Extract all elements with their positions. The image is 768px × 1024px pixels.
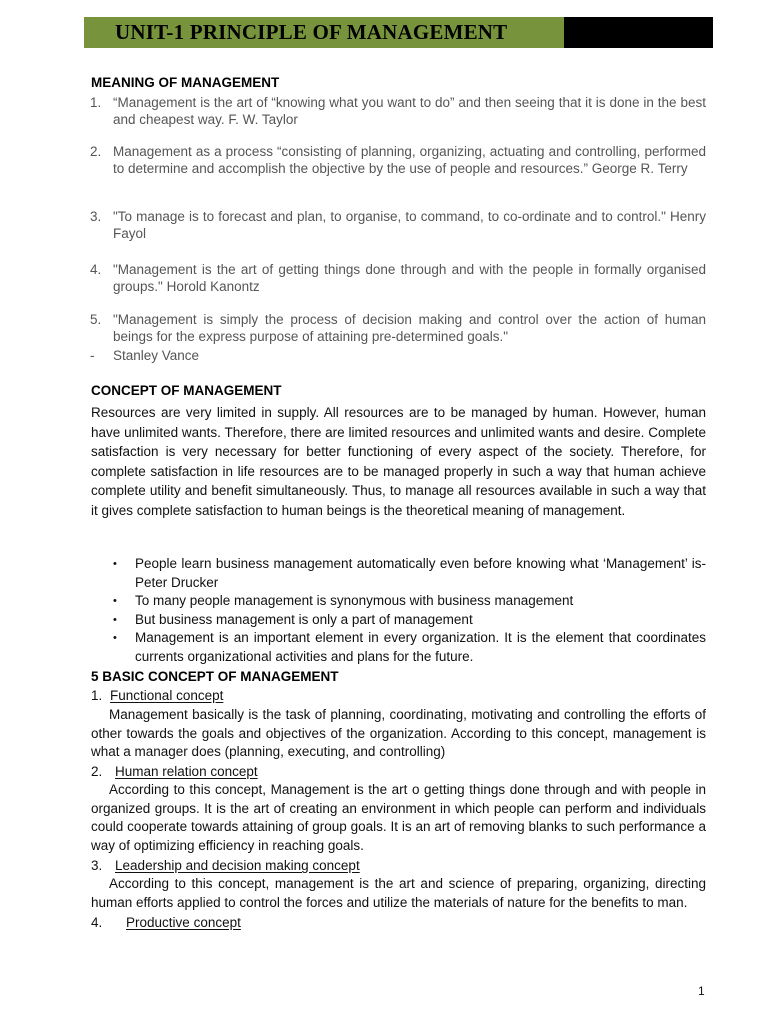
bullet-item: • Management is an important element in every organization. It is the element that coordinates currents organizational activities and plans for the future. — [113, 629, 706, 666]
concept-title: Leadership and decision making concept — [115, 858, 360, 873]
concept-paragraph: Resources are very limited in supply. All resources are to be managed by human. However, human have unlimited wants. Therefore, there are limited resources and unlimited wants and desire. Complete satisfaction is very necessary for better functioning of every aspect of the society. Therefore, for complete satisfaction in life resources are to be managed properly in such a way that human achieve complete utility and benefit simultaneously. Thus, to manage all resources available in such a way that it gives complete satisfaction to human beings is the theoretical meaning of management. — [91, 405, 706, 518]
definition-text: "Management is the art of getting things done through and with the people in formally organised groups." Horold Kanontz — [113, 262, 706, 294]
definition-number: 4. — [90, 262, 102, 277]
concept-title: Functional concept — [110, 688, 224, 703]
concept-title-3 — [91, 858, 360, 873]
basic-concept-heading: 5 BASIC CONCEPT OF MANAGEMENT — [91, 669, 339, 684]
bullet-item: • To many people management is synonymous with business management — [113, 592, 706, 611]
concept-number: 2. — [91, 764, 103, 779]
definition-item-5 — [90, 312, 706, 345]
definition-number: 5. — [90, 312, 102, 327]
definition-number: 2. — [90, 144, 102, 159]
definition-text: Management as a process “consisting of planning, organizing, actuating and controlling, performed to determine and accomplish the objective by the use of people and resources.” George R. Terry — [113, 144, 706, 176]
definition-item-1 — [90, 95, 706, 128]
definition-number: 3. — [90, 209, 102, 224]
concept-title-2 — [91, 764, 258, 779]
concept-number: 1. — [91, 688, 103, 703]
definition-item-3 — [90, 209, 706, 242]
definition-item-4 — [90, 262, 706, 295]
concept-number: 3. — [91, 858, 103, 873]
definition-author: Stanley Vance — [113, 348, 200, 363]
definition-text: “Management is the art of “knowing what you want to do” and then seeing that it is done in the best and cheapest way. F. W. Taylor — [113, 95, 706, 127]
concept-title: Human relation concept — [115, 764, 258, 779]
concept-heading: CONCEPT OF MANAGEMENT — [91, 383, 282, 398]
meaning-heading: MEANING OF MANAGEMENT — [91, 75, 280, 90]
bullet-item: • People learn business management automatically even before knowing what ‘Management’ is- Peter Drucker — [113, 555, 706, 592]
concept-text-3: According to this concept, management is the art and science of preparing, organizing, directing human efforts applied to control the forces and utilize the materials of nature for the benefits to man. — [91, 876, 706, 910]
bullet-item: • But business management is only a part of management — [113, 611, 706, 630]
concept-title: Productive concept — [126, 915, 241, 930]
concept-text-1: Management basically is the task of planning, coordinating, motivating and controlling the efforts of other towards the goals and objectives of the organization. According to this concept, management is what a manager does (planning, executing, and controlling) — [91, 707, 706, 760]
concept-title-1 — [91, 688, 223, 703]
title-banner — [84, 17, 713, 48]
concept-number: 4. — [91, 915, 103, 930]
dash-mark: - — [90, 348, 95, 363]
page-title: UNIT-1 PRINCIPLE OF MANAGEMENT — [115, 20, 508, 44]
concept-text-2: According to this concept, Management is the art o getting things done through and with people in organized groups. It is the art of creating an environment in which people can perform and individuals could cooperate towards attaining of group goals. It is an art of removing blanks to such performance a way of optimizing efficiency in reaching goals. — [91, 782, 706, 854]
concept-bullet-list — [113, 555, 706, 666]
title-banner-black — [564, 17, 713, 48]
definition-text: "Management is simply the process of decision making and control over the action of human beings for the express purpose of attaining pre-determined goals." — [113, 312, 706, 344]
definition-item-2 — [90, 144, 706, 177]
definition-author-line — [90, 348, 200, 363]
concept-title-4 — [91, 915, 241, 930]
definition-text: "To manage is to forecast and plan, to organise, to command, to co-ordinate and to control." Henry Fayol — [113, 209, 706, 241]
title-banner-green — [84, 17, 564, 48]
definition-number: 1. — [90, 95, 102, 110]
page-number: 1 — [698, 984, 705, 998]
